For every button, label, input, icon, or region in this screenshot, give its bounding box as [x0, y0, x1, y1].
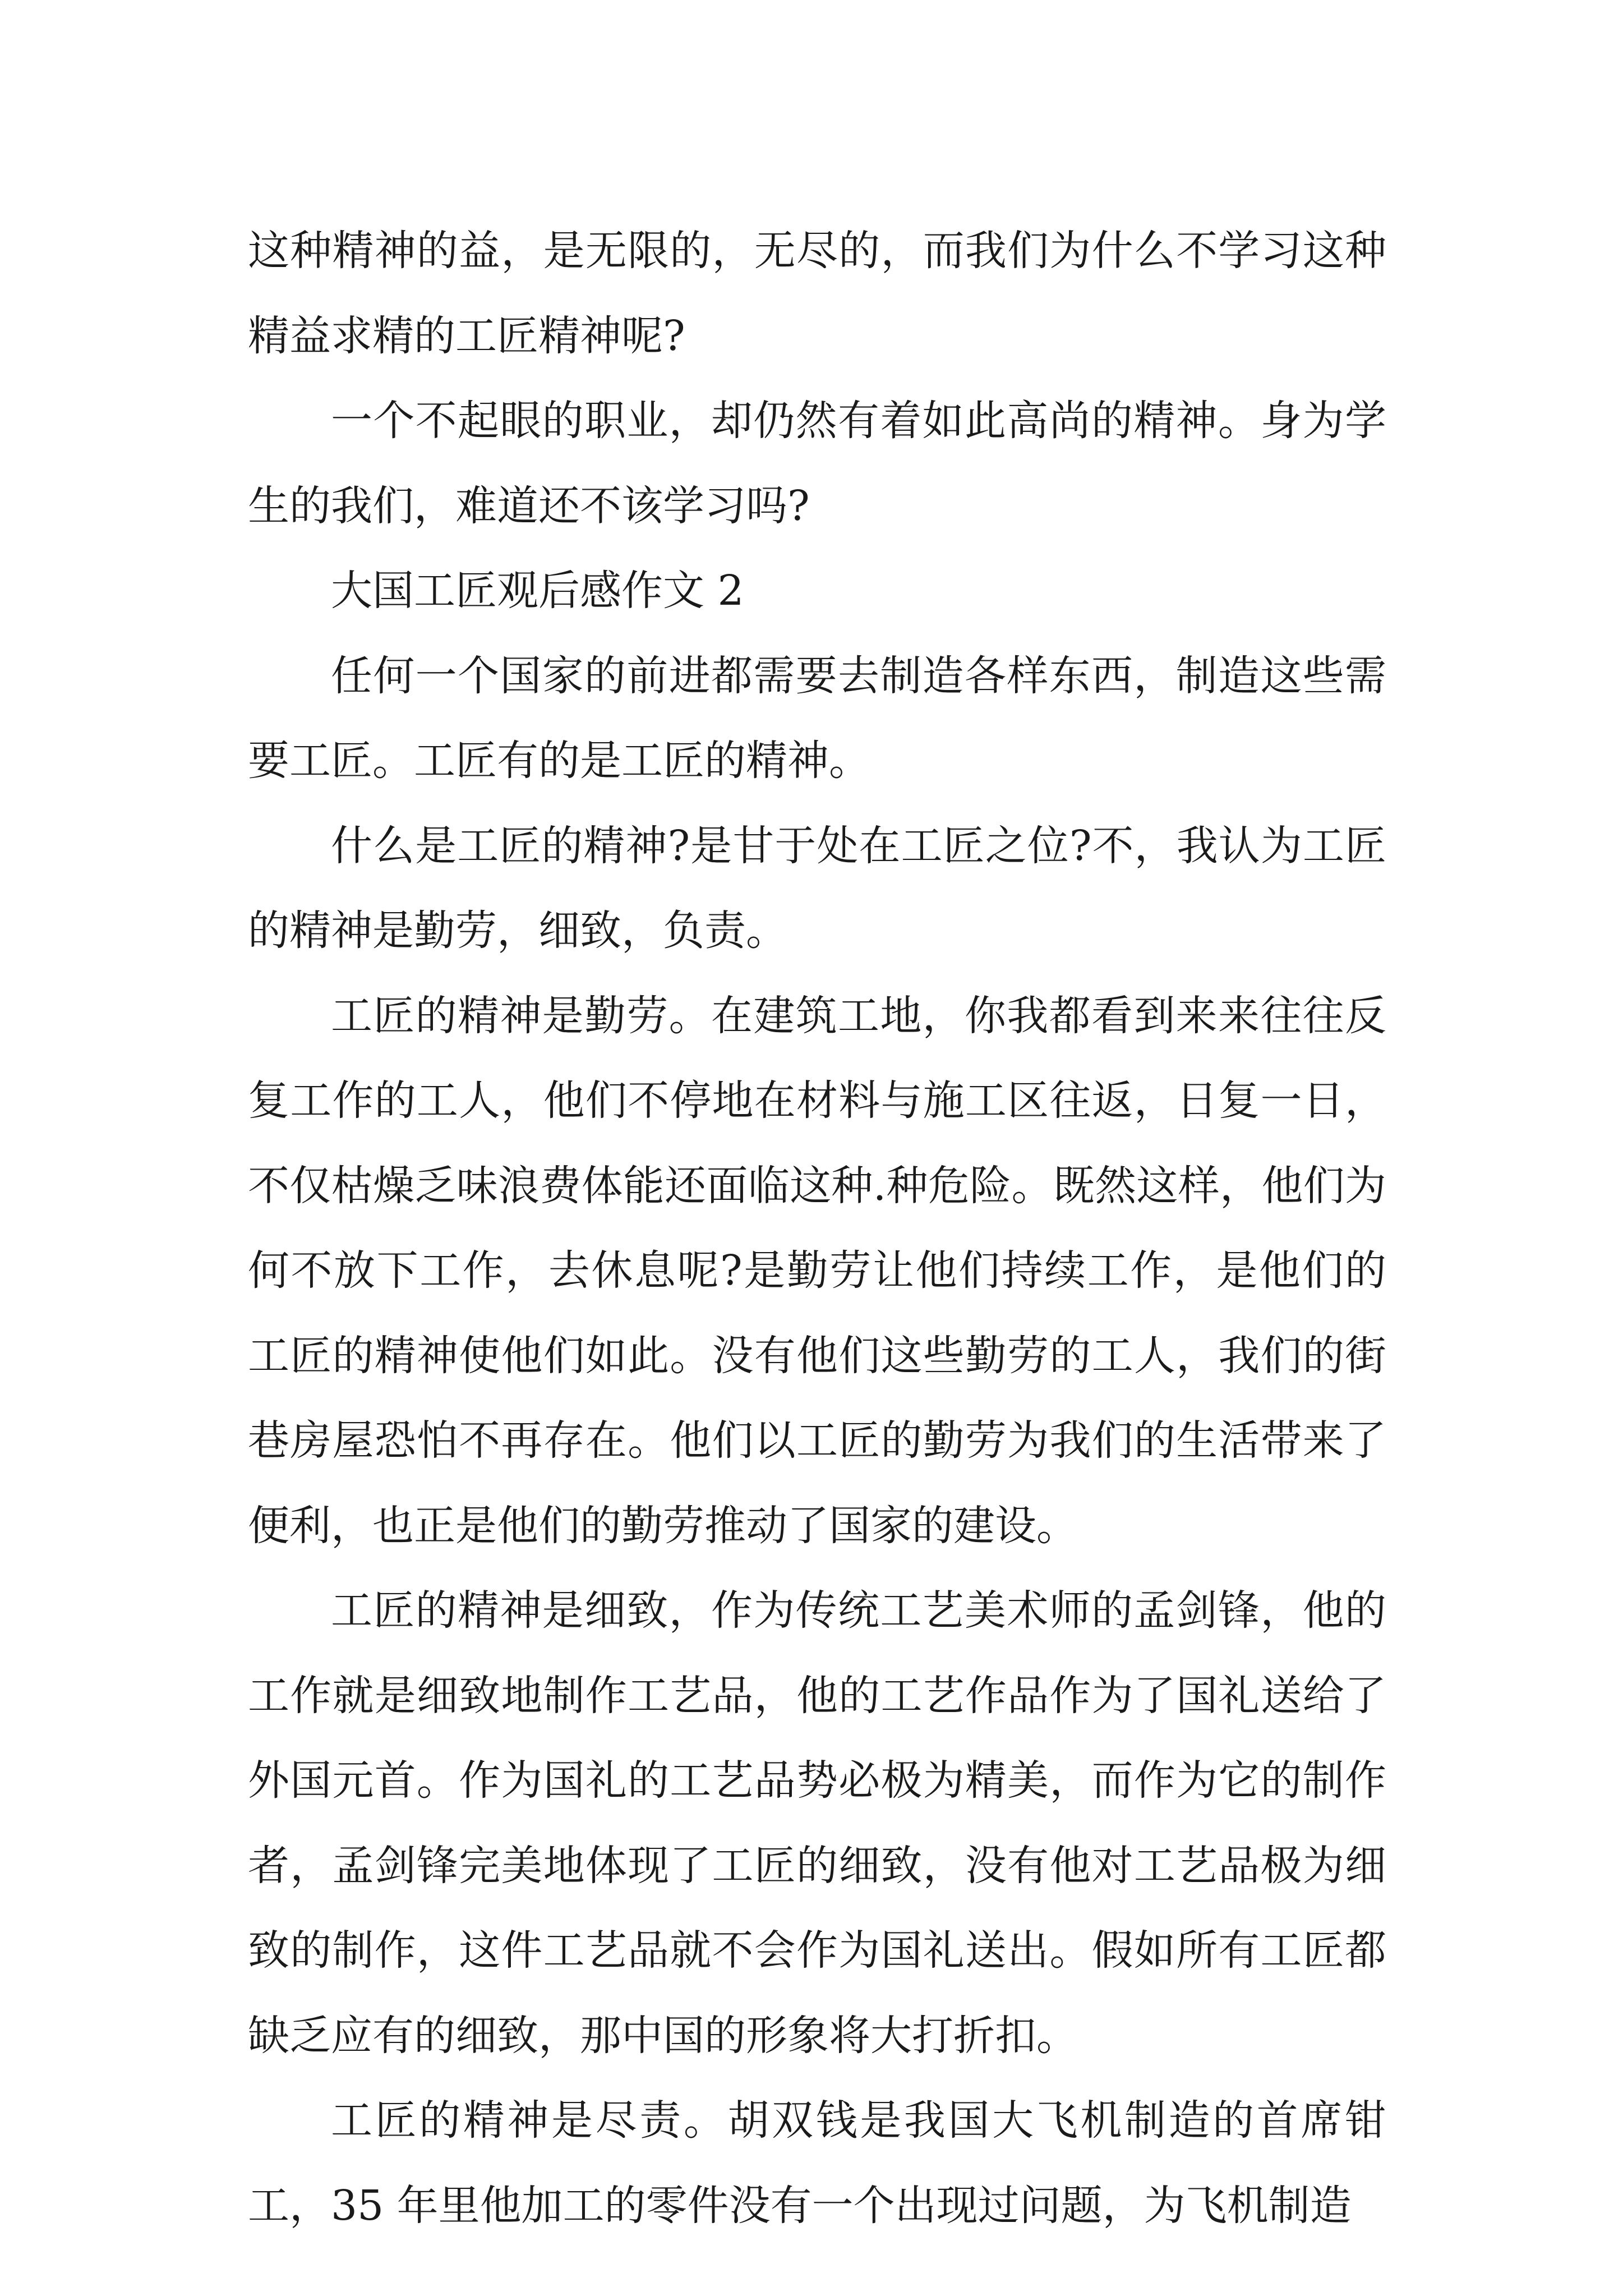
paragraph: 工匠的精神是细致，作为传统工艺美术师的孟剑锋，他的工作就是细致地制作工艺品，他的工艺作品作为了国礼送给了外国元首。作为国礼的工艺品势必极为精美，而作为它的制作者，孟剑锋完美地体现了工匠的细致，没有他对工艺品极为细致的制作，这件工艺品就不会作为国礼送出。假如所有工匠都缺乏应有的细致，那中国的形象将大打折扣。 — [248, 1586, 1386, 2060]
paragraph: 这种精神的益，是无限的，无尽的，而我们为什么不学习这种精益求精的工匠精神呢? — [248, 227, 1386, 360]
paragraph: 工匠的精神是尽责。胡双钱是我国大飞机制造的首席钳工，35 年里他加工的零件没有一个出现过问题，为飞机制造 — [248, 2096, 1386, 2230]
section-heading: 大国工匠观后感作文 2 — [331, 567, 744, 615]
paragraph: 任何一个国家的前进都需要去制造各样东西，制造这些需要工匠。工匠有的是工匠的精神。 — [248, 651, 1386, 785]
paragraph: 什么是工匠的精神?是甘于处在工匠之位?不，我认为工匠的精神是勤劳，细致，负责。 — [248, 821, 1386, 955]
document-body — [248, 209, 1386, 2248]
paragraph: 一个不起眼的职业，却仍然有着如此高尚的精神。身为学生的我们，难道还不该学习吗? — [248, 397, 1386, 530]
paragraph: 工匠的精神是勤劳。在建筑工地，你我都看到来来往往反复工作的工人，他们不停地在材料与施工区往返，日复一日，不仅枯燥乏味浪费体能还面临这种.种危险。既然这样，他们为何不放下工作，去休息呢?是勤劳让他们持续工作，是他们的工匠的精神使他们如此。没有他们这些勤劳的工人，我们的街巷房屋恐怕不再存在。他们以工匠的勤劳为我们的生活带来了便利，也正是他们的勤劳推动了国家的建设。 — [248, 991, 1386, 1550]
